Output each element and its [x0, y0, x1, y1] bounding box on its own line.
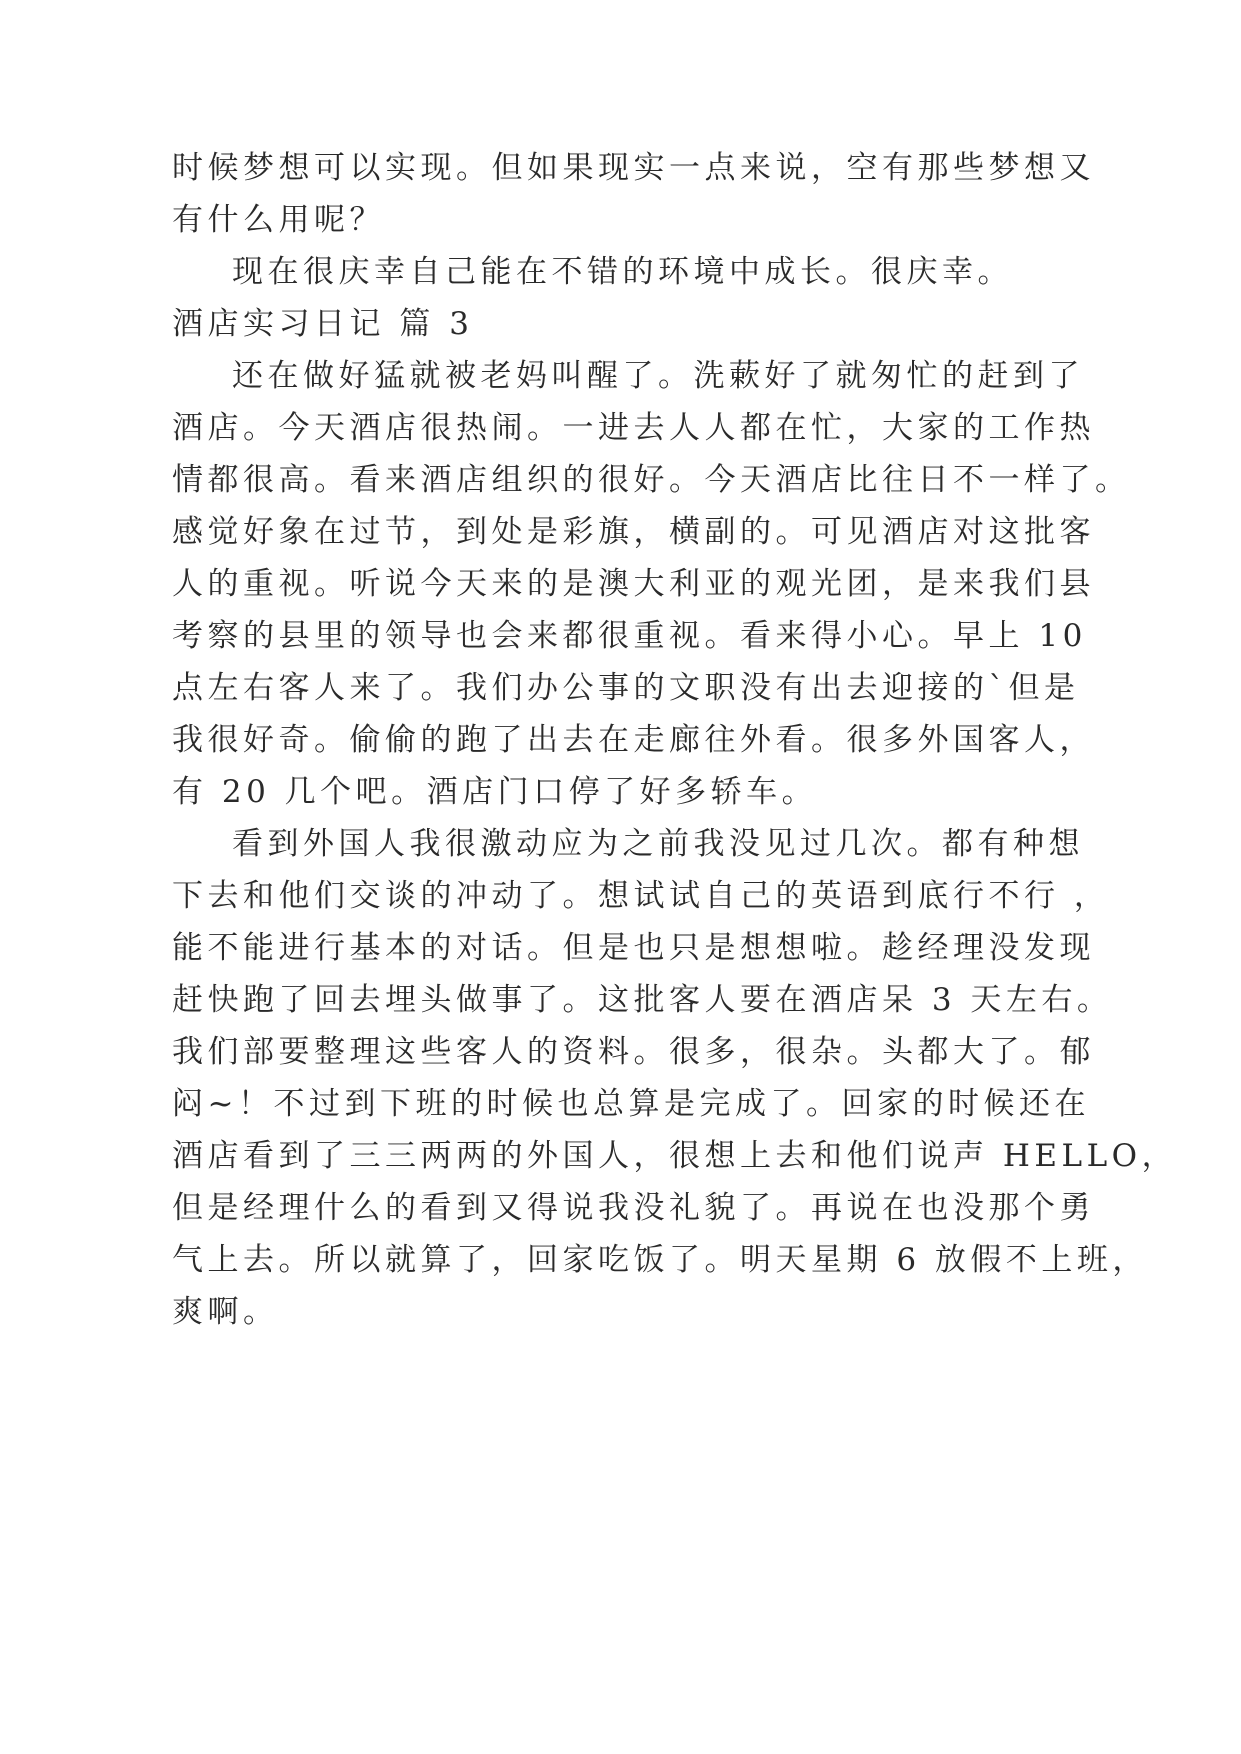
- text-line: 情都很高。看来酒店组织的很好。今天酒店比往日不一样了。: [172, 462, 1131, 498]
- text-line: 但是经理什么的看到又得说我没礼貌了。再说在也没那个勇: [172, 1190, 1095, 1226]
- text-line: 考察的县里的领导也会来都很重视。看来得小心。早上 10: [172, 618, 1087, 654]
- text-line: 现在很庆幸自己能在不错的环境中成长。很庆幸。: [232, 254, 1013, 290]
- text-line: 我很好奇。偷偷的跑了出去在走廊往外看。很多外国客人，: [172, 722, 1095, 758]
- text-line: 酒店。今天酒店很热闹。一进去人人都在忙，大家的工作热: [172, 410, 1095, 446]
- text-line: 还在做好猛就被老妈叫醒了。洗蔌好了就匆忙的赶到了: [232, 358, 1084, 394]
- text-line: 感觉好象在过节，到处是彩旗，横副的。可见酒店对这批客: [172, 514, 1095, 550]
- text-line: 闷~！不过到下班的时候也总算是完成了。回家的时候还在: [172, 1086, 1090, 1122]
- text-line: 爽啊。: [172, 1294, 279, 1330]
- text-line: 看到外国人我很激动应为之前我没见过几次。都有种想: [232, 826, 1084, 862]
- text-line: 赶快跑了回去埋头做事了。这批客人要在酒店呆 3 天左右。: [172, 982, 1113, 1018]
- text-line: 气上去。所以就算了，回家吃饭了。明天星期 6 放假不上班，: [172, 1242, 1148, 1278]
- text-line: 人的重视。听说今天来的是澳大利亚的观光团，是来我们县: [172, 566, 1095, 602]
- text-line: 时候梦想可以实现。但如果现实一点来说，空有那些梦想又: [172, 150, 1095, 186]
- text-line: 点左右客人来了。我们办公事的文职没有出去迎接的`但是: [172, 670, 1080, 706]
- text-line: 我们部要整理这些客人的资料。很多，很杂。头都大了。郁: [172, 1034, 1095, 1070]
- text-line: 能不能进行基本的对话。但是也只是想想啦。趁经理没发现: [172, 930, 1095, 966]
- text-line: 下去和他们交谈的冲动了。想试试自己的英语到底行不行 ，: [172, 878, 1110, 914]
- text-line: 有 20 几个吧。酒店门口停了好多轿车。: [172, 774, 818, 810]
- section-heading: 酒店实习日记 篇 3: [172, 306, 474, 342]
- text-line: 有什么用呢？: [172, 202, 385, 238]
- text-line: 酒店看到了三三两两的外国人，很想上去和他们说声 HELLO，: [172, 1138, 1178, 1174]
